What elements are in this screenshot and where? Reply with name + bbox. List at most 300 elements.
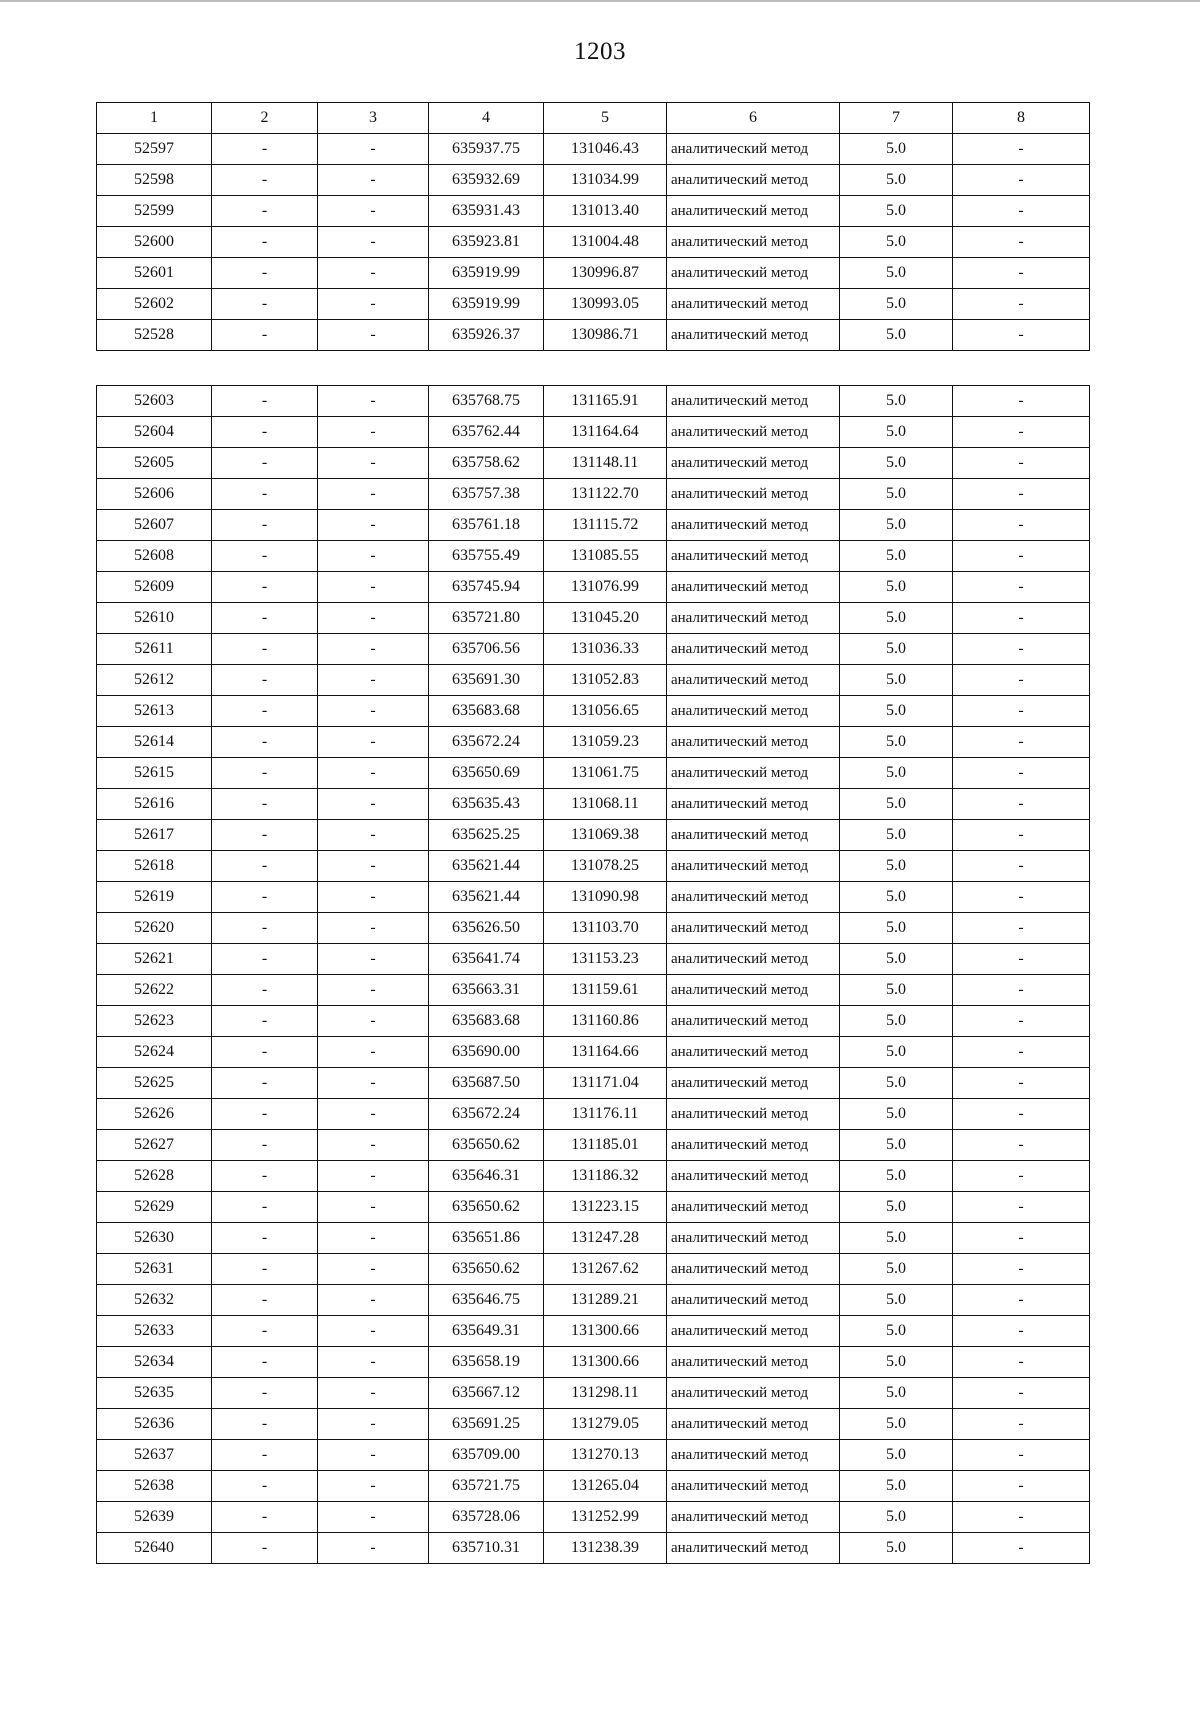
col2-cell: - bbox=[212, 1409, 318, 1440]
y-coordinate-cell: 131056.65 bbox=[544, 696, 667, 727]
col8-cell: - bbox=[953, 727, 1090, 758]
col8-cell: - bbox=[953, 134, 1090, 165]
accuracy-cell: 5.0 bbox=[840, 1378, 953, 1409]
point-number-cell: 52607 bbox=[97, 510, 212, 541]
table-row bbox=[97, 944, 1090, 975]
method-cell: аналитический метод bbox=[667, 820, 840, 851]
col8-cell: - bbox=[953, 1161, 1090, 1192]
col2-cell: - bbox=[212, 1471, 318, 1502]
col8-cell: - bbox=[953, 1471, 1090, 1502]
x-coordinate-cell: 635672.24 bbox=[429, 1099, 544, 1130]
accuracy-cell: 5.0 bbox=[840, 196, 953, 227]
col2-cell: - bbox=[212, 1316, 318, 1347]
y-coordinate-cell: 131122.70 bbox=[544, 479, 667, 510]
point-number-cell: 52610 bbox=[97, 603, 212, 634]
point-number-cell: 52639 bbox=[97, 1502, 212, 1533]
col3-cell: - bbox=[318, 820, 429, 851]
method-cell: аналитический метод bbox=[667, 1223, 840, 1254]
col8-cell: - bbox=[953, 665, 1090, 696]
table-row bbox=[97, 634, 1090, 665]
method-cell: аналитический метод bbox=[667, 913, 840, 944]
method-cell: аналитический метод bbox=[667, 1006, 840, 1037]
method-cell: аналитический метод bbox=[667, 572, 840, 603]
col2-cell: - bbox=[212, 165, 318, 196]
point-number-cell: 52600 bbox=[97, 227, 212, 258]
col8-cell: - bbox=[953, 696, 1090, 727]
y-coordinate-cell: 131300.66 bbox=[544, 1347, 667, 1378]
table-row bbox=[97, 1099, 1090, 1130]
col8-cell: - bbox=[953, 1502, 1090, 1533]
point-number-cell: 52630 bbox=[97, 1223, 212, 1254]
table-row bbox=[97, 165, 1090, 196]
col2-cell: - bbox=[212, 1533, 318, 1564]
col2-cell: - bbox=[212, 134, 318, 165]
x-coordinate-cell: 635932.69 bbox=[429, 165, 544, 196]
method-cell: аналитический метод bbox=[667, 479, 840, 510]
col3-cell: - bbox=[318, 1006, 429, 1037]
x-coordinate-cell: 635625.25 bbox=[429, 820, 544, 851]
point-number-cell: 52616 bbox=[97, 789, 212, 820]
point-number-cell: 52614 bbox=[97, 727, 212, 758]
point-number-cell: 52609 bbox=[97, 572, 212, 603]
table-row bbox=[97, 1409, 1090, 1440]
accuracy-cell: 5.0 bbox=[840, 1533, 953, 1564]
header-cell: 6 bbox=[667, 103, 840, 134]
method-cell: аналитический метод bbox=[667, 1099, 840, 1130]
x-coordinate-cell: 635672.24 bbox=[429, 727, 544, 758]
accuracy-cell: 5.0 bbox=[840, 479, 953, 510]
col8-cell: - bbox=[953, 1006, 1090, 1037]
col3-cell: - bbox=[318, 789, 429, 820]
accuracy-cell: 5.0 bbox=[840, 975, 953, 1006]
accuracy-cell: 5.0 bbox=[840, 820, 953, 851]
col2-cell: - bbox=[212, 727, 318, 758]
method-cell: аналитический метод bbox=[667, 727, 840, 758]
col2-cell: - bbox=[212, 696, 318, 727]
col3-cell: - bbox=[318, 1347, 429, 1378]
header-cell: 3 bbox=[318, 103, 429, 134]
col8-cell: - bbox=[953, 1099, 1090, 1130]
accuracy-cell: 5.0 bbox=[840, 944, 953, 975]
x-coordinate-cell: 635706.56 bbox=[429, 634, 544, 665]
col8-cell: - bbox=[953, 1223, 1090, 1254]
col8-cell: - bbox=[953, 227, 1090, 258]
point-number-cell: 52618 bbox=[97, 851, 212, 882]
col2-cell: - bbox=[212, 320, 318, 351]
method-cell: аналитический метод bbox=[667, 417, 840, 448]
x-coordinate-cell: 635691.25 bbox=[429, 1409, 544, 1440]
table-row bbox=[97, 1347, 1090, 1378]
y-coordinate-cell: 131085.55 bbox=[544, 541, 667, 572]
accuracy-cell: 5.0 bbox=[840, 789, 953, 820]
point-number-cell: 52605 bbox=[97, 448, 212, 479]
method-cell: аналитический метод bbox=[667, 448, 840, 479]
col2-cell: - bbox=[212, 913, 318, 944]
table-row bbox=[97, 913, 1090, 944]
col3-cell: - bbox=[318, 479, 429, 510]
y-coordinate-cell: 131052.83 bbox=[544, 665, 667, 696]
table-row bbox=[97, 789, 1090, 820]
y-coordinate-cell: 131270.13 bbox=[544, 1440, 667, 1471]
table-row bbox=[97, 1471, 1090, 1502]
y-coordinate-cell: 131068.11 bbox=[544, 789, 667, 820]
method-cell: аналитический метод bbox=[667, 882, 840, 913]
point-number-cell: 52619 bbox=[97, 882, 212, 913]
x-coordinate-cell: 635757.38 bbox=[429, 479, 544, 510]
col8-cell: - bbox=[953, 289, 1090, 320]
col8-cell: - bbox=[953, 789, 1090, 820]
col2-cell: - bbox=[212, 1440, 318, 1471]
col3-cell: - bbox=[318, 227, 429, 258]
accuracy-cell: 5.0 bbox=[840, 1130, 953, 1161]
x-coordinate-cell: 635635.43 bbox=[429, 789, 544, 820]
x-coordinate-cell: 635650.69 bbox=[429, 758, 544, 789]
y-coordinate-cell: 131171.04 bbox=[544, 1068, 667, 1099]
y-coordinate-cell: 131004.48 bbox=[544, 227, 667, 258]
table-row bbox=[97, 572, 1090, 603]
x-coordinate-cell: 635650.62 bbox=[429, 1130, 544, 1161]
y-coordinate-cell: 131247.28 bbox=[544, 1223, 667, 1254]
table-row bbox=[97, 510, 1090, 541]
method-cell: аналитический метод bbox=[667, 944, 840, 975]
col3-cell: - bbox=[318, 851, 429, 882]
page-number: 1203 bbox=[574, 38, 626, 65]
accuracy-cell: 5.0 bbox=[840, 227, 953, 258]
accuracy-cell: 5.0 bbox=[840, 134, 953, 165]
point-number-cell: 52633 bbox=[97, 1316, 212, 1347]
point-number-cell: 52629 bbox=[97, 1192, 212, 1223]
point-number-cell: 52608 bbox=[97, 541, 212, 572]
accuracy-cell: 5.0 bbox=[840, 417, 953, 448]
col3-cell: - bbox=[318, 696, 429, 727]
point-number-cell: 52627 bbox=[97, 1130, 212, 1161]
point-number-cell: 52620 bbox=[97, 913, 212, 944]
accuracy-cell: 5.0 bbox=[840, 1037, 953, 1068]
point-number-cell: 52606 bbox=[97, 479, 212, 510]
col2-cell: - bbox=[212, 1254, 318, 1285]
y-coordinate-cell: 131090.98 bbox=[544, 882, 667, 913]
col8-cell: - bbox=[953, 1254, 1090, 1285]
col8-cell: - bbox=[953, 1192, 1090, 1223]
method-cell: аналитический метод bbox=[667, 134, 840, 165]
col2-cell: - bbox=[212, 541, 318, 572]
col8-cell: - bbox=[953, 1347, 1090, 1378]
x-coordinate-cell: 635923.81 bbox=[429, 227, 544, 258]
accuracy-cell: 5.0 bbox=[840, 1471, 953, 1502]
table-row bbox=[97, 1378, 1090, 1409]
method-cell: аналитический метод bbox=[667, 1533, 840, 1564]
x-coordinate-cell: 635646.75 bbox=[429, 1285, 544, 1316]
method-cell: аналитический метод bbox=[667, 696, 840, 727]
point-number-cell: 52638 bbox=[97, 1471, 212, 1502]
table-row bbox=[97, 696, 1090, 727]
col8-cell: - bbox=[953, 572, 1090, 603]
header-cell: 7 bbox=[840, 103, 953, 134]
method-cell: аналитический метод bbox=[667, 665, 840, 696]
col2-cell: - bbox=[212, 258, 318, 289]
x-coordinate-cell: 635728.06 bbox=[429, 1502, 544, 1533]
y-coordinate-cell: 131164.64 bbox=[544, 417, 667, 448]
table-row bbox=[97, 758, 1090, 789]
point-number-cell: 52622 bbox=[97, 975, 212, 1006]
table-row bbox=[97, 1068, 1090, 1099]
header-cell: 4 bbox=[429, 103, 544, 134]
accuracy-cell: 5.0 bbox=[840, 603, 953, 634]
col3-cell: - bbox=[318, 758, 429, 789]
col3-cell: - bbox=[318, 1068, 429, 1099]
point-number-cell: 52623 bbox=[97, 1006, 212, 1037]
table-row bbox=[97, 1254, 1090, 1285]
method-cell: аналитический метод bbox=[667, 386, 840, 417]
col8-cell: - bbox=[953, 882, 1090, 913]
col2-cell: - bbox=[212, 975, 318, 1006]
y-coordinate-cell: 131036.33 bbox=[544, 634, 667, 665]
col3-cell: - bbox=[318, 665, 429, 696]
col3-cell: - bbox=[318, 165, 429, 196]
y-coordinate-cell: 131186.32 bbox=[544, 1161, 667, 1192]
table-row bbox=[97, 134, 1090, 165]
method-cell: аналитический метод bbox=[667, 258, 840, 289]
col8-cell: - bbox=[953, 1068, 1090, 1099]
method-cell: аналитический метод bbox=[667, 851, 840, 882]
y-coordinate-cell: 131267.62 bbox=[544, 1254, 667, 1285]
y-coordinate-cell: 131069.38 bbox=[544, 820, 667, 851]
accuracy-cell: 5.0 bbox=[840, 1068, 953, 1099]
x-coordinate-cell: 635658.19 bbox=[429, 1347, 544, 1378]
header-cell: 2 bbox=[212, 103, 318, 134]
header-row bbox=[97, 103, 1090, 134]
accuracy-cell: 5.0 bbox=[840, 1099, 953, 1130]
method-cell: аналитический метод bbox=[667, 1502, 840, 1533]
col8-cell: - bbox=[953, 820, 1090, 851]
table-row bbox=[97, 851, 1090, 882]
col8-cell: - bbox=[953, 541, 1090, 572]
method-cell: аналитический метод bbox=[667, 1347, 840, 1378]
point-number-cell: 52597 bbox=[97, 134, 212, 165]
method-cell: аналитический метод bbox=[667, 975, 840, 1006]
col3-cell: - bbox=[318, 1471, 429, 1502]
x-coordinate-cell: 635761.18 bbox=[429, 510, 544, 541]
method-cell: аналитический метод bbox=[667, 1130, 840, 1161]
x-coordinate-cell: 635621.44 bbox=[429, 851, 544, 882]
col3-cell: - bbox=[318, 448, 429, 479]
x-coordinate-cell: 635926.37 bbox=[429, 320, 544, 351]
col3-cell: - bbox=[318, 289, 429, 320]
method-cell: аналитический метод bbox=[667, 1037, 840, 1068]
x-coordinate-cell: 635646.31 bbox=[429, 1161, 544, 1192]
y-coordinate-cell: 131238.39 bbox=[544, 1533, 667, 1564]
accuracy-cell: 5.0 bbox=[840, 541, 953, 572]
col3-cell: - bbox=[318, 603, 429, 634]
col3-cell: - bbox=[318, 1440, 429, 1471]
accuracy-cell: 5.0 bbox=[840, 386, 953, 417]
point-number-cell: 52621 bbox=[97, 944, 212, 975]
col3-cell: - bbox=[318, 541, 429, 572]
method-cell: аналитический метод bbox=[667, 227, 840, 258]
y-coordinate-cell: 130986.71 bbox=[544, 320, 667, 351]
point-number-cell: 52626 bbox=[97, 1099, 212, 1130]
accuracy-cell: 5.0 bbox=[840, 1409, 953, 1440]
col8-cell: - bbox=[953, 634, 1090, 665]
accuracy-cell: 5.0 bbox=[840, 510, 953, 541]
table-row bbox=[97, 417, 1090, 448]
x-coordinate-cell: 635667.12 bbox=[429, 1378, 544, 1409]
accuracy-cell: 5.0 bbox=[840, 1316, 953, 1347]
table-row bbox=[97, 386, 1090, 417]
header-cell: 8 bbox=[953, 103, 1090, 134]
method-cell: аналитический метод bbox=[667, 1316, 840, 1347]
accuracy-cell: 5.0 bbox=[840, 758, 953, 789]
accuracy-cell: 5.0 bbox=[840, 851, 953, 882]
col3-cell: - bbox=[318, 1254, 429, 1285]
point-number-cell: 52528 bbox=[97, 320, 212, 351]
point-number-cell: 52636 bbox=[97, 1409, 212, 1440]
y-coordinate-cell: 131115.72 bbox=[544, 510, 667, 541]
header-cell: 5 bbox=[544, 103, 667, 134]
col2-cell: - bbox=[212, 1502, 318, 1533]
col2-cell: - bbox=[212, 665, 318, 696]
accuracy-cell: 5.0 bbox=[840, 289, 953, 320]
col2-cell: - bbox=[212, 572, 318, 603]
y-coordinate-cell: 130993.05 bbox=[544, 289, 667, 320]
col8-cell: - bbox=[953, 1037, 1090, 1068]
col2-cell: - bbox=[212, 1099, 318, 1130]
table-row bbox=[97, 727, 1090, 758]
method-cell: аналитический метод bbox=[667, 1409, 840, 1440]
col3-cell: - bbox=[318, 1409, 429, 1440]
col2-cell: - bbox=[212, 479, 318, 510]
point-number-cell: 52598 bbox=[97, 165, 212, 196]
col8-cell: - bbox=[953, 448, 1090, 479]
col3-cell: - bbox=[318, 1037, 429, 1068]
accuracy-cell: 5.0 bbox=[840, 165, 953, 196]
y-coordinate-cell: 131176.11 bbox=[544, 1099, 667, 1130]
x-coordinate-cell: 635768.75 bbox=[429, 386, 544, 417]
point-number-cell: 52640 bbox=[97, 1533, 212, 1564]
table-row bbox=[97, 1316, 1090, 1347]
col8-cell: - bbox=[953, 975, 1090, 1006]
col8-cell: - bbox=[953, 510, 1090, 541]
y-coordinate-cell: 131103.70 bbox=[544, 913, 667, 944]
x-coordinate-cell: 635690.00 bbox=[429, 1037, 544, 1068]
col8-cell: - bbox=[953, 1533, 1090, 1564]
table-row bbox=[97, 882, 1090, 913]
table-row bbox=[97, 227, 1090, 258]
col3-cell: - bbox=[318, 727, 429, 758]
col8-cell: - bbox=[953, 758, 1090, 789]
accuracy-cell: 5.0 bbox=[840, 1285, 953, 1316]
point-number-cell: 52612 bbox=[97, 665, 212, 696]
point-number-cell: 52611 bbox=[97, 634, 212, 665]
x-coordinate-cell: 635650.62 bbox=[429, 1192, 544, 1223]
x-coordinate-cell: 635649.31 bbox=[429, 1316, 544, 1347]
col2-cell: - bbox=[212, 851, 318, 882]
x-coordinate-cell: 635937.75 bbox=[429, 134, 544, 165]
point-number-cell: 52637 bbox=[97, 1440, 212, 1471]
table-row bbox=[97, 258, 1090, 289]
x-coordinate-cell: 635721.75 bbox=[429, 1471, 544, 1502]
table-row bbox=[97, 1161, 1090, 1192]
table-row bbox=[97, 1130, 1090, 1161]
y-coordinate-cell: 131153.23 bbox=[544, 944, 667, 975]
method-cell: аналитический метод bbox=[667, 1471, 840, 1502]
point-number-cell: 52613 bbox=[97, 696, 212, 727]
col2-cell: - bbox=[212, 417, 318, 448]
col3-cell: - bbox=[318, 196, 429, 227]
method-cell: аналитический метод bbox=[667, 541, 840, 572]
col3-cell: - bbox=[318, 1192, 429, 1223]
x-coordinate-cell: 635755.49 bbox=[429, 541, 544, 572]
table-row bbox=[97, 665, 1090, 696]
col8-cell: - bbox=[953, 603, 1090, 634]
col3-cell: - bbox=[318, 1161, 429, 1192]
y-coordinate-cell: 131045.20 bbox=[544, 603, 667, 634]
method-cell: аналитический метод bbox=[667, 1192, 840, 1223]
y-coordinate-cell: 131300.66 bbox=[544, 1316, 667, 1347]
col2-cell: - bbox=[212, 196, 318, 227]
col2-cell: - bbox=[212, 510, 318, 541]
method-cell: аналитический метод bbox=[667, 1440, 840, 1471]
y-coordinate-cell: 131265.04 bbox=[544, 1471, 667, 1502]
table-row bbox=[97, 603, 1090, 634]
point-number-cell: 52617 bbox=[97, 820, 212, 851]
col8-cell: - bbox=[953, 165, 1090, 196]
col3-cell: - bbox=[318, 944, 429, 975]
coordinates-table-bottom bbox=[96, 385, 1090, 1564]
x-coordinate-cell: 635919.99 bbox=[429, 258, 544, 289]
point-number-cell: 52602 bbox=[97, 289, 212, 320]
accuracy-cell: 5.0 bbox=[840, 1223, 953, 1254]
accuracy-cell: 5.0 bbox=[840, 448, 953, 479]
point-number-cell: 52624 bbox=[97, 1037, 212, 1068]
accuracy-cell: 5.0 bbox=[840, 258, 953, 289]
col2-cell: - bbox=[212, 289, 318, 320]
y-coordinate-cell: 131076.99 bbox=[544, 572, 667, 603]
method-cell: аналитический метод bbox=[667, 789, 840, 820]
x-coordinate-cell: 635721.80 bbox=[429, 603, 544, 634]
col8-cell: - bbox=[953, 913, 1090, 944]
x-coordinate-cell: 635626.50 bbox=[429, 913, 544, 944]
x-coordinate-cell: 635762.44 bbox=[429, 417, 544, 448]
col3-cell: - bbox=[318, 417, 429, 448]
header-cell: 1 bbox=[97, 103, 212, 134]
y-coordinate-cell: 131078.25 bbox=[544, 851, 667, 882]
accuracy-cell: 5.0 bbox=[840, 913, 953, 944]
table-row bbox=[97, 975, 1090, 1006]
col3-cell: - bbox=[318, 1130, 429, 1161]
y-coordinate-cell: 130996.87 bbox=[544, 258, 667, 289]
method-cell: аналитический метод bbox=[667, 196, 840, 227]
x-coordinate-cell: 635931.43 bbox=[429, 196, 544, 227]
col8-cell: - bbox=[953, 320, 1090, 351]
col8-cell: - bbox=[953, 386, 1090, 417]
accuracy-cell: 5.0 bbox=[840, 727, 953, 758]
col3-cell: - bbox=[318, 1378, 429, 1409]
col3-cell: - bbox=[318, 510, 429, 541]
table-row bbox=[97, 1285, 1090, 1316]
col2-cell: - bbox=[212, 1161, 318, 1192]
y-coordinate-cell: 131061.75 bbox=[544, 758, 667, 789]
y-coordinate-cell: 131223.15 bbox=[544, 1192, 667, 1223]
method-cell: аналитический метод bbox=[667, 1161, 840, 1192]
method-cell: аналитический метод bbox=[667, 758, 840, 789]
col2-cell: - bbox=[212, 634, 318, 665]
x-coordinate-cell: 635919.99 bbox=[429, 289, 544, 320]
point-number-cell: 52628 bbox=[97, 1161, 212, 1192]
point-number-cell: 52634 bbox=[97, 1347, 212, 1378]
col3-cell: - bbox=[318, 1316, 429, 1347]
col2-cell: - bbox=[212, 227, 318, 258]
